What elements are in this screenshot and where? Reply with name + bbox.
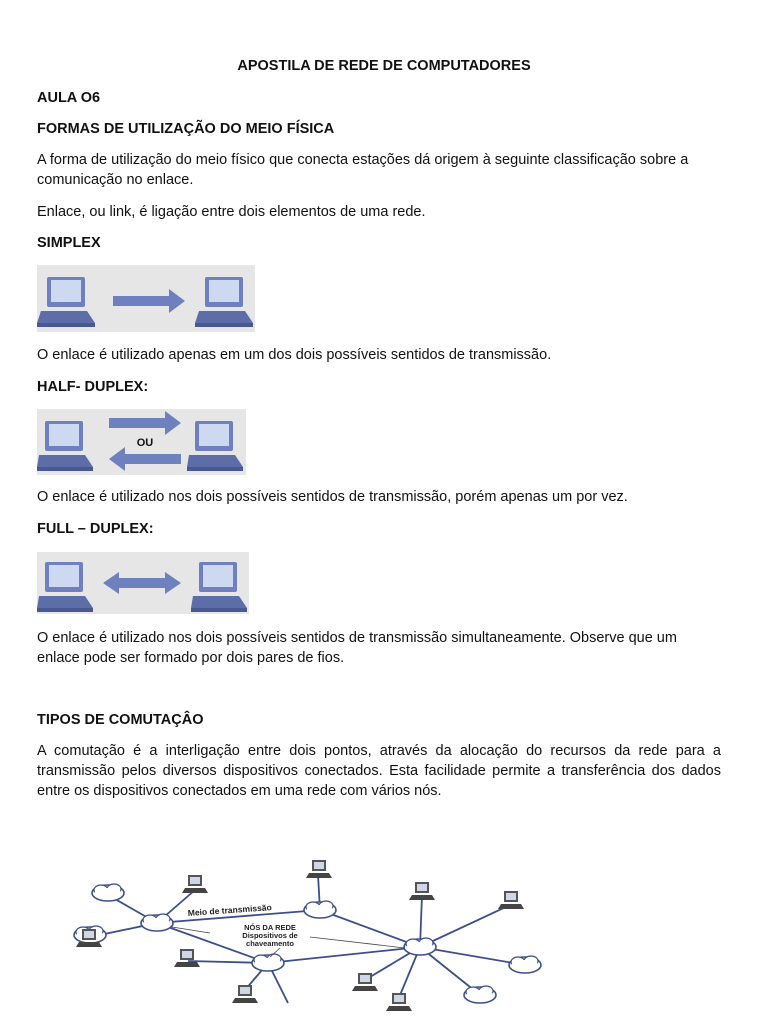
full-duplex-description: O enlace é utilizado nos dois possíveis sentidos de transmissão simultaneamente. Observe que um enlace pode ser formado por dois pares de fios.: [37, 630, 677, 666]
simplex-description: O enlace é utilizado apenas em um dos dois possíveis sentidos de transmissão.: [37, 347, 552, 363]
computer-icon: [37, 562, 93, 612]
arrow-bidirectional-icon: [103, 572, 181, 594]
simplex-heading: SIMPLEX: [37, 235, 101, 251]
network-computers: [76, 860, 524, 1011]
computer-icon: [191, 562, 247, 612]
half-duplex-heading: HALF- DUPLEX:: [37, 379, 149, 395]
intro-paragraph: A forma de utilização do meio físico que conecta estações dá origem à seguinte classificação sobre a comunicação no enlace.: [37, 152, 689, 188]
computer-icon: [37, 277, 95, 327]
or-label: OU: [136, 437, 154, 449]
switching-paragraph: A comutação é a interligação entre dois pontos, através da alocação do recursos da rede para a transmissão pelos diversos dispositivos conectados. Esta facilidade permite a transferência dos dados entre os dispositivos conectados em uma rede com vários nós.: [37, 743, 721, 799]
label-transmission-medium: Meio de transmissão: [187, 902, 273, 918]
half-duplex-description: O enlace é utilizado nos dois possíveis sentidos de transmissão, porém apenas um por vez.: [37, 489, 628, 505]
half-duplex-figure: [37, 409, 246, 475]
computer-icon: [37, 421, 93, 471]
arrow-right-icon: [109, 411, 181, 435]
lesson-label: AULA O6: [37, 90, 101, 106]
document-title: APOSTILA DE REDE DE COMPUTADORES: [237, 58, 531, 74]
full-duplex-figure: [37, 552, 249, 614]
computer-icon: [195, 277, 253, 327]
network-nodes: [74, 884, 541, 1003]
link-definition: Enlace, ou link, é ligação entre dois elementos de uma rede.: [37, 204, 426, 220]
computer-icon: [187, 421, 243, 471]
simplex-figure: [37, 265, 255, 332]
label-switching-devices-1: Dispositivos de: [242, 931, 298, 940]
arrow-left-icon: [109, 447, 181, 471]
network-diagram: [60, 855, 560, 1015]
full-duplex-heading: FULL – DUPLEX:: [37, 521, 154, 537]
arrow-right-icon: [113, 289, 185, 313]
label-switching-devices-2: chaveamento: [246, 939, 294, 948]
label-network-nodes: NÓS DA REDE: [244, 923, 296, 932]
section-heading-switching: TIPOS DE COMUTAÇÂO: [37, 712, 204, 728]
network-links: [90, 875, 525, 1003]
section-heading-physical-medium: FORMAS DE UTILIZAÇÃO DO MEIO FÍSICA: [37, 121, 335, 137]
